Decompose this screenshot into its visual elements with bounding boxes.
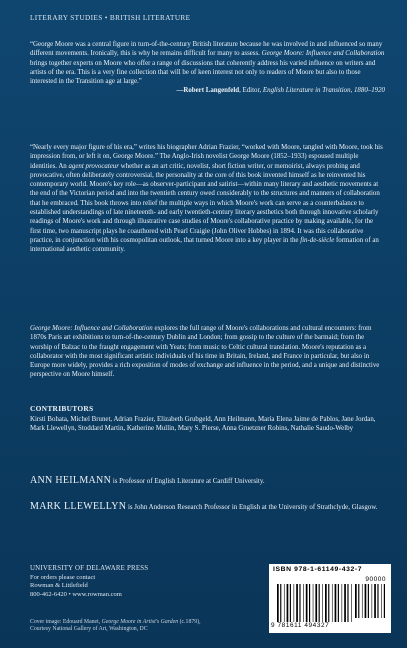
- barcode-bar: [303, 584, 304, 622]
- price-code: 90000: [365, 576, 386, 583]
- body1-c: formation of an international aesthetic community.: [30, 236, 379, 254]
- barcode-bar: [315, 584, 317, 622]
- barcode-bar: [342, 584, 343, 622]
- barcode-bar: [306, 584, 308, 622]
- barcode-bars-main: [277, 584, 353, 622]
- body1-term2: fin-de-siècle: [300, 236, 335, 244]
- barcode-bar: [299, 584, 300, 622]
- editor-bio-text-2: is John Anderson Research Professor in English at the University of Strathclyde, Glasgow.: [126, 504, 378, 511]
- barcode-bar: [372, 584, 373, 618]
- barcode-bar: [381, 584, 382, 618]
- contributors-list: [30, 415, 385, 434]
- barcode-bar: [355, 584, 357, 618]
- contributors-names: Kirsti Bohata, Michel Brunet, Adrian Frazier, Elizabeth Grubgeld, Ann Heilmann, María Elena Jaime de Pablos, Jane Jordan, Mark Llewellyn, Stoddard Martin, Katherine Mullin, Mary S. Pierse, Anna Gruetzner Robins, Nathalie Saudo-Welby: [30, 416, 376, 433]
- quote-book-title: George Moore: Influence and Collaboration: [261, 50, 385, 58]
- contributors-heading: CONTRIBUTORS: [30, 404, 94, 413]
- editor-bio-1: [30, 476, 385, 486]
- barcode-bar: [280, 584, 281, 622]
- quote-attribution-name: —Robert Langenfeld: [176, 87, 240, 95]
- barcode-bar: [384, 584, 385, 618]
- barcode-bar: [374, 584, 376, 618]
- barcode-bar: [368, 584, 369, 618]
- barcode-bar: [309, 584, 310, 622]
- barcode-bar: [328, 584, 329, 622]
- barcode-bar: [351, 584, 352, 622]
- barcode-bar: [296, 584, 298, 622]
- isbn-number: ISBN 978-1-61149-432-7: [273, 566, 363, 573]
- barcode-bar: [325, 584, 327, 622]
- barcode-bar: [344, 584, 346, 622]
- barcode-bar: [313, 584, 314, 622]
- quote-text: “George Moore was a central figure in turn-of-the-century British literature because he was involved in and influenced so many different movements. Ironically, this is why he remains difficult for many to assess.: [30, 41, 383, 58]
- description-paragraph-1: [30, 143, 385, 255]
- body1-a: “Nearly every major figure of his era,” writes his biographer Adrian Frazier, “worked with Moore, tangled with Moore, took his impression from, or left it on, George Moore.” The Anglo-Irish novelist George Moore (1852–1933) espoused multiple identities. An: [30, 144, 383, 170]
- credit-line-2: Courtesy National Gallery of Art, Washington, DC: [30, 626, 148, 633]
- barcode-bar: [290, 584, 291, 622]
- description-paragraph-2: [30, 324, 385, 380]
- body1-b: whether as an art critic, novelist, short fiction writer, or memoirist, always probing and provocative, often deliberately controversial, the personality at the core of this book invented himself as he reinvented his contemporary world. Moore's key role—as observer-participant and satirist—within many literary and aesthetic movements at the end of the Victorian period and into the twentieth century owed considerably to the structures and manners of collaboration that he embraced. This book throws into relief the multiple ways in which Moore's work can serve as a counterbalance to established understandings of late nineteenth- and early twentieth-century literary aesthetics both through innovative scholarly readings of Moore's work and through illustrative case studies of Moore's collaborative practice by making available, for the first time, two manuscript plays he coauthored with Pearl Craigie (John Oliver Hobbes) in 1894. It was this collaborative practice, in conjunction with his cosmopolitan outlook, that turned Moore into a key player in the: [30, 162, 380, 244]
- barcode-bar: [284, 584, 285, 622]
- editor-bio-2: [30, 502, 385, 512]
- body2-text: explores the full range of Moore's collaborations and cultural encounters: from 1870s Paris art exhibitions to turn-of-the-century Dublin and London; from gossip to the culture of the barmaid; from the worship of Balzac to the fraught engagement with Yeats; from music to Celtic cultural translation. Moore's reputation as a collaborator with the most significant artistic individuals of his time in Britain, Ireland, and France in particular, but also in Europe more widely, provides a rich exposition of modes of exchange and influence in the period, and a unique and distinctive perspective on Moore himself.: [30, 325, 380, 379]
- editor-name-1: ANN HEILMANN: [30, 475, 112, 486]
- credit-b: (c.1879),: [178, 619, 201, 625]
- publisher-line-2: Rowman & Littlefield: [30, 582, 88, 590]
- barcode-bar: [294, 584, 295, 622]
- endorsement-quote: [30, 40, 385, 96]
- quote-text-2: brings together experts on Moore who offer a range of discussions that coherently address his varied influence on writers and artists of the era. This is a very fine collection that will be of keen interest not only to readers of Moore but also to those interested in the Transition age at large.”: [30, 59, 376, 86]
- credit-work: George Moore in Artist's Garden: [101, 619, 179, 625]
- publisher-info: [30, 565, 148, 599]
- cover-image-credit: [30, 619, 201, 634]
- barcode-bar: [277, 584, 279, 622]
- category-label: LITERARY STUDIES • BRITISH LITERATURE: [30, 14, 191, 22]
- barcode-bar: [332, 584, 333, 622]
- barcode-bar: [362, 584, 363, 618]
- barcode-bars-addon: [355, 584, 385, 618]
- barcode-bar: [319, 584, 320, 622]
- publisher-line-3: 800-462-6420 • www.rowman.com: [30, 590, 122, 598]
- isbn-barcode: [269, 564, 391, 633]
- barcode-bar: [322, 584, 323, 622]
- barcode-bar: [347, 584, 348, 622]
- quote-attribution-journal: English Literature in Transition, 1880–1920: [262, 87, 385, 95]
- barcode-bar: [335, 584, 337, 622]
- editor-name-2: MARK LLEWELLYN: [30, 501, 127, 512]
- publisher-line-1: For orders please contact: [30, 573, 96, 581]
- quote-attribution-role: , Editor,: [239, 87, 263, 95]
- barcode-digits: 9 781611 494327: [271, 622, 330, 629]
- credit-a: Cover image: Edouard Manet,: [30, 619, 102, 625]
- barcode-bar: [287, 584, 289, 622]
- barcode-bar: [377, 584, 378, 618]
- body2-title: George Moore: Influence and Collaboration: [30, 325, 153, 332]
- publisher-name: UNIVERSITY OF DELAWARE PRESS: [30, 565, 149, 572]
- body1-term: agent provocateur: [68, 162, 119, 170]
- barcode-bar: [358, 584, 359, 618]
- barcode-bar: [338, 584, 339, 622]
- editor-bio-text-1: is Professor of English Literature at Cardiff University.: [111, 478, 265, 485]
- barcode-bar: [365, 584, 367, 618]
